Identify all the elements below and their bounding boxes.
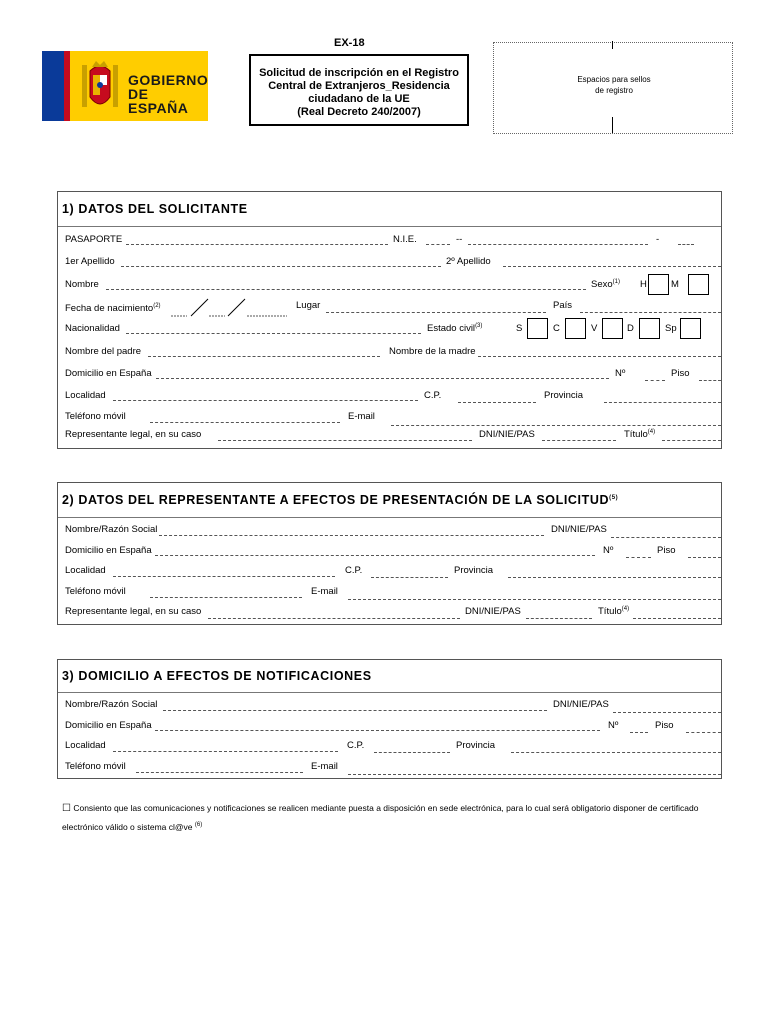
- birthplace-label: Lugar: [296, 300, 321, 311]
- nie-label: N.I.E.: [393, 234, 417, 245]
- rep-locality-label: Localidad: [65, 565, 106, 576]
- rep-address-field[interactable]: [155, 555, 595, 556]
- number-field[interactable]: [645, 380, 665, 381]
- rep-number-field[interactable]: [626, 557, 651, 558]
- notif-floor-label: Piso: [655, 720, 674, 731]
- form-code: EX-18: [334, 37, 365, 49]
- rep-floor-field[interactable]: [688, 557, 721, 558]
- notif-number-label: Nº: [608, 720, 619, 731]
- title-line: Solicitud de inscripción en el Registro: [259, 67, 459, 79]
- rep-dni-field[interactable]: [611, 537, 721, 538]
- notif-address-field[interactable]: [155, 730, 600, 731]
- notif-dni-field[interactable]: [613, 712, 721, 713]
- rep-title-field[interactable]: [633, 618, 721, 619]
- postal-code-field[interactable]: [458, 402, 536, 403]
- section-title: 1) DATOS DEL SOLICITANTE: [62, 202, 248, 216]
- civil-sp-checkbox[interactable]: [680, 318, 701, 339]
- notif-locality-field[interactable]: [113, 751, 338, 752]
- passport-label: PASAPORTE: [65, 234, 123, 245]
- logo-red-band: [64, 51, 70, 121]
- rep-postal-label: C.P.: [345, 565, 363, 576]
- notif-phone-label: Teléfono móvil: [65, 761, 126, 772]
- passport-field[interactable]: [126, 244, 388, 245]
- father-name-label: Nombre del padre: [65, 346, 142, 357]
- rep-name-field[interactable]: [159, 535, 544, 536]
- sex-h-checkbox[interactable]: [648, 274, 669, 295]
- section-representative: [57, 482, 722, 625]
- locality-label: Localidad: [65, 390, 106, 401]
- legal-rep-label: Representante legal, en su caso: [65, 429, 202, 440]
- section-header: [58, 192, 721, 227]
- rep-phone-field[interactable]: [150, 597, 302, 598]
- notif-email-field[interactable]: [348, 774, 721, 775]
- rep-number-label: Nº: [603, 545, 614, 556]
- gobierno-logo: [42, 51, 208, 121]
- rep-legal-field[interactable]: [208, 618, 460, 619]
- section-applicant: 1) DATOS DEL SOLICITANTE PASAPORTE N.I.E. -- - 1er Apellido 2º Apellido Nombre Sexo$^{(1)}$ H M Fecha de nacimiento$^{(2)}$ Lugar País Nacionalidad Estado civil$^{(3)}$ S C V D Sp Nombre del padre Nombre de la madre Domicilio en España Nº Piso Localidad C.P. Provincia Teléfono móvil E-mail Representante legal, en su caso DNI/NIE/PAS Título$^{(4)}$: [57, 191, 722, 449]
- title-doc-label: Título$^{(4)}$: [624, 429, 656, 441]
- nationality-label: Nacionalidad: [65, 323, 120, 334]
- consent-note: (6): [194, 822, 203, 828]
- section-header: [58, 660, 721, 693]
- rep-locality-field[interactable]: [113, 576, 335, 577]
- rep-email-field[interactable]: [348, 599, 721, 600]
- civil-v-checkbox[interactable]: [602, 318, 623, 339]
- notif-province-label: Provincia: [456, 740, 496, 751]
- notif-name-field[interactable]: [163, 710, 547, 711]
- registry-stamp-box: [493, 42, 733, 134]
- notif-number-field[interactable]: [630, 732, 648, 733]
- birthdate-label: Fecha de nacimiento$^{(2)}$: [65, 303, 161, 315]
- father-name-field[interactable]: [148, 356, 380, 357]
- name-field[interactable]: [106, 289, 586, 290]
- coat-of-arms-icon: [78, 57, 122, 115]
- notif-phone-field[interactable]: [136, 772, 303, 773]
- rep-name-label: Nombre/Razón Social: [65, 524, 158, 535]
- sex-label: Sexo$^{(1)}$: [591, 279, 620, 291]
- section-header: [58, 483, 721, 518]
- notif-dni-label: DNI/NIE/PAS: [553, 699, 609, 710]
- mother-name-field[interactable]: [478, 356, 721, 357]
- stamp-label: Espacios para sellos de registro: [577, 75, 651, 95]
- rep-dni2-label: DNI/NIE/PAS: [465, 606, 521, 617]
- address-field[interactable]: [156, 378, 609, 379]
- email-label: E-mail: [348, 411, 375, 422]
- notif-province-field[interactable]: [511, 752, 721, 753]
- title-line: Central de Extranjeros_Residencia: [268, 80, 450, 92]
- notif-address-label: Domicilio en España: [65, 720, 152, 731]
- logo-text: GOBIERNO DE ESPAÑA: [128, 72, 209, 116]
- consent-checkbox[interactable]: ☐: [62, 803, 71, 814]
- notif-postal-label: C.P.: [347, 740, 365, 751]
- country-label: País: [553, 300, 573, 311]
- floor-label: Piso: [671, 368, 690, 379]
- nie-letter-field[interactable]: [426, 244, 450, 245]
- phone-label: Teléfono móvil: [65, 411, 126, 422]
- notif-email-label: E-mail: [311, 761, 338, 772]
- email-field[interactable]: [391, 425, 721, 426]
- mother-name-label: Nombre de la madre: [389, 346, 476, 357]
- section-title: 3) DOMICILIO A EFECTOS DE NOTIFICACIONES: [62, 669, 372, 683]
- section-title: 2) DATOS DEL REPRESENTANTE A EFECTOS DE PRESENTACIÓN DE LA SOLICITUD$^{(5)}$: [62, 493, 619, 507]
- notif-locality-label: Localidad: [65, 740, 106, 751]
- rep-address-label: Domicilio en España: [65, 545, 152, 556]
- province-field[interactable]: [604, 402, 721, 403]
- birthplace-field[interactable]: [326, 312, 546, 313]
- notif-name-label: Nombre/Razón Social: [65, 699, 158, 710]
- birthdate-field[interactable]: [171, 296, 289, 318]
- civil-c-checkbox[interactable]: [565, 318, 586, 339]
- nie-number-field[interactable]: [468, 244, 648, 245]
- rep-title-label: Título$^{(4)}$: [598, 606, 630, 618]
- surname1-field[interactable]: [121, 266, 441, 267]
- rep-province-label: Provincia: [454, 565, 494, 576]
- nationality-field[interactable]: [126, 333, 421, 334]
- title-line: ciudadano de la UE: [308, 93, 410, 105]
- rep-dni2-field[interactable]: [526, 618, 592, 619]
- surname1-label: 1er Apellido: [65, 256, 115, 267]
- dni-field[interactable]: [542, 440, 616, 441]
- address-label: Domicilio en España: [65, 368, 152, 379]
- section-notifications: [57, 659, 722, 779]
- rep-legal-label: Representante legal, en su caso: [65, 606, 202, 617]
- title-doc-field[interactable]: [662, 440, 721, 441]
- floor-field[interactable]: [699, 380, 721, 381]
- title-line: (Real Decreto 240/2007): [297, 106, 421, 118]
- rep-phone-label: Teléfono móvil: [65, 586, 126, 597]
- rep-floor-label: Piso: [657, 545, 676, 556]
- phone-field[interactable]: [150, 422, 340, 423]
- civil-s-checkbox[interactable]: [527, 318, 548, 339]
- province-label: Provincia: [544, 390, 584, 401]
- rep-province-field[interactable]: [508, 577, 721, 578]
- surname2-field[interactable]: [503, 266, 721, 267]
- postal-code-label: C.P.: [424, 390, 442, 401]
- number-label: Nº: [615, 368, 626, 379]
- surname2-label: 2º Apellido: [446, 256, 491, 267]
- legal-rep-field[interactable]: [218, 440, 472, 441]
- notif-postal-field[interactable]: [374, 752, 450, 753]
- rep-postal-field[interactable]: [371, 577, 448, 578]
- country-field[interactable]: [580, 312, 721, 313]
- nie-control-field[interactable]: [678, 244, 694, 245]
- civil-status-label: Estado civil$^{(3)}$: [427, 323, 483, 335]
- logo-blue-band: [42, 51, 64, 121]
- name-label: Nombre: [65, 279, 99, 290]
- notif-floor-field[interactable]: [686, 732, 721, 733]
- consent-block: [62, 800, 722, 835]
- locality-field[interactable]: [113, 400, 418, 401]
- sex-m-checkbox[interactable]: [688, 274, 709, 295]
- consent-text: Consiento que las comunicaciones y notificaciones se realicen mediante puesta a disposición en sede electrónica, para lo cual será obligatorio disponer de certificado electrónico válido o sistema cl@ve: [62, 803, 699, 832]
- dni-label: DNI/NIE/PAS: [479, 429, 535, 440]
- rep-dni-label: DNI/NIE/PAS: [551, 524, 607, 535]
- civil-d-checkbox[interactable]: [639, 318, 660, 339]
- rep-email-label: E-mail: [311, 586, 338, 597]
- form-title-box: [249, 54, 469, 126]
